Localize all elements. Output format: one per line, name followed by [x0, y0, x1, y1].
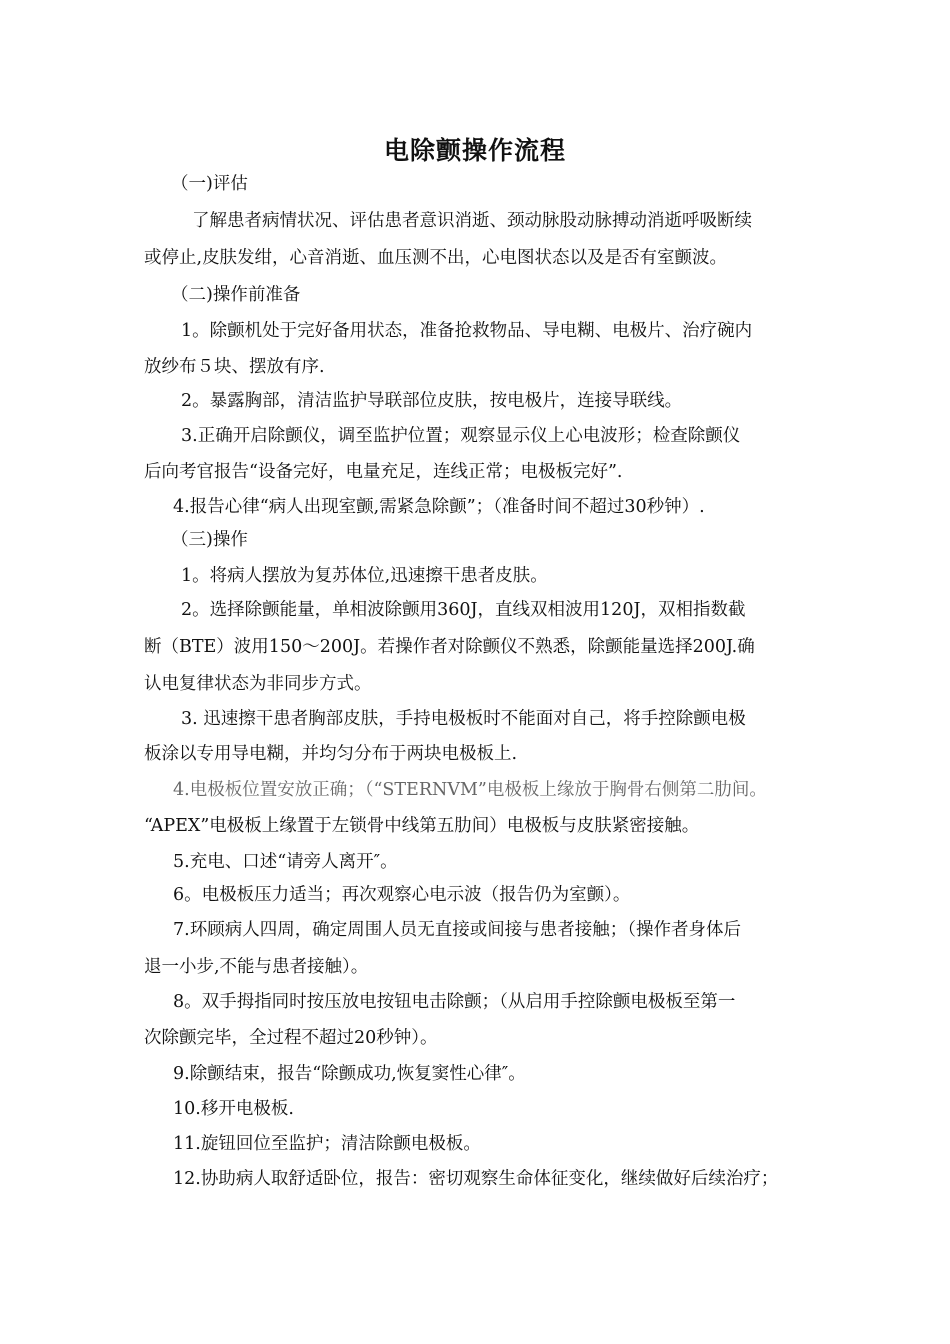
list-item: 4.电极板位置安放正确；（“STERNVM”电极板上缘放于胸骨右侧第二肋间。 [173, 780, 767, 800]
list-item: 8。双手拇指同时按压放电按钮电击除颤；（从启用手控除颤电极板至第一 [173, 992, 736, 1012]
document-title: 电除颤操作流程 [383, 136, 566, 165]
list-item: 2。选择除颤能量，单相波除颤用360J，直线双相波用120J，双相指数截 [181, 600, 746, 620]
list-item: 6。电极板压力适当；再次观察心电示波（报告仍为室颤）。 [173, 885, 631, 905]
list-item: 10.移开电极板. [173, 1099, 294, 1119]
section-heading-operation: （三)操作 [171, 530, 248, 550]
paragraph-line: 放纱布５块、摆放有序. [144, 357, 325, 377]
paragraph-line: 后向考官报告“设备完好，电量充足，连线正常；电极板完好”. [144, 462, 623, 482]
list-item: 7.环顾病人四周，确定周围人员无直接或间接与患者接触；（操作者身体后 [173, 920, 741, 940]
list-item: 4.报告心律“病人出现室颤,需紧急除颤”；（准备时间不超过30秒钟）. [173, 497, 705, 517]
list-item: 5.充电、口述“请旁人离开″。 [173, 852, 398, 872]
list-item: 9.除颤结束，报告“除颤成功,恢复窦性心律″。 [173, 1064, 526, 1084]
paragraph-line: 退一小步,不能与患者接触）。 [144, 957, 369, 977]
paragraph-line: “APEX”电极板上缘置于左锁骨中线第五肋间）电极板与皮肤紧密接触。 [144, 816, 700, 836]
section-heading-preparation: （二)操作前准备 [171, 285, 301, 305]
paragraph-line: 断（BTE）波用150～200J。若操作者对除颤仪不熟悉，除颤能量选择200J.确 [144, 637, 755, 657]
list-item: 11.旋钮回位至监护；清洁除颤电极板。 [173, 1134, 481, 1154]
paragraph-line: 了解患者病情状况、评估患者意识消逝、颈动脉股动脉搏动消逝呼吸断续 [192, 211, 752, 231]
paragraph-line: 次除颤完毕，全过程不超过20秒钟）。 [144, 1028, 438, 1048]
list-item: 3. 迅速擦干患者胸部皮肤，手持电极板时不能面对自己，将手控除颤电极 [181, 709, 746, 729]
list-item: 1。将病人摆放为复苏体位,迅速擦干患者皮肤。 [181, 566, 548, 586]
paragraph-line: 或停止,皮肤发绀，心音消逝、血压测不出，心电图状态以及是否有室颤波。 [144, 248, 728, 268]
list-item: 1。除颤机处于完好备用状态，准备抢救物品、导电糊、电极片、治疗碗内 [181, 321, 753, 341]
section-heading-assessment: （一)评估 [171, 174, 248, 194]
list-item: 2。暴露胸部，清洁监护导联部位皮肤，按电极片，连接导联线。 [181, 391, 683, 411]
list-item: 3.正确开启除颤仪，调至监护位置；观察显示仪上心电波形；检查除颤仪 [181, 426, 741, 446]
paragraph-line: 认电复律状态为非同步方式。 [144, 674, 372, 694]
list-item: 12.协助病人取舒适卧位，报告：密切观察生命体征变化，继续做好后续治疗； [173, 1169, 779, 1189]
paragraph-line: 板涂以专用导电糊，并均匀分布于两块电极板上. [144, 744, 518, 764]
